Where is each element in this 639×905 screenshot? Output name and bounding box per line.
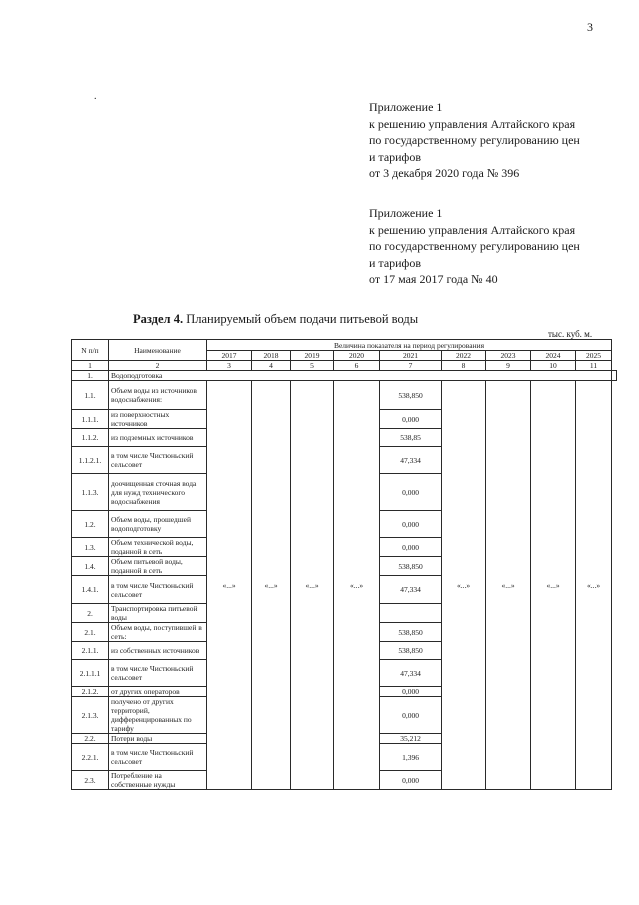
column-number: 11 bbox=[576, 361, 612, 371]
section-title bbox=[133, 312, 418, 327]
section-name: Планируемый объем подачи питьевой воды bbox=[186, 312, 419, 326]
header-num: N п/п bbox=[72, 340, 109, 361]
value-2021: 1,396 bbox=[380, 744, 442, 771]
value-2021: 0,000 bbox=[380, 771, 442, 790]
column-number: 8 bbox=[442, 361, 486, 371]
value-2021 bbox=[380, 604, 442, 623]
row-name: доочищенная сточная вода для нужд технического водоснабжения bbox=[109, 474, 207, 511]
year-header: 2024 bbox=[531, 351, 576, 361]
value-2021: 538,850 bbox=[380, 623, 442, 642]
year-header: 2023 bbox=[486, 351, 531, 361]
column-number: 9 bbox=[486, 361, 531, 371]
row-name: в том числе Чистюньский сельсовет bbox=[109, 744, 207, 771]
row-name: из собственных источников bbox=[109, 642, 207, 660]
row-name: из поверхностных источников bbox=[109, 410, 207, 429]
placeholder-cell: «...» bbox=[576, 381, 612, 790]
row-name: Потребление на собственные нужды bbox=[109, 771, 207, 790]
year-header: 2025 bbox=[576, 351, 612, 361]
appendix-line: и тарифов bbox=[369, 149, 422, 164]
row-name: Транспортировка питьевой воды bbox=[109, 604, 207, 623]
section-label: Раздел 4. bbox=[133, 312, 184, 326]
row-number: 2.1.1.1 bbox=[72, 660, 109, 687]
value-2021: 0,000 bbox=[380, 410, 442, 429]
row-name: Объем воды из источников водоснабжения: bbox=[109, 381, 207, 410]
row-number: 2. bbox=[72, 604, 109, 623]
row-number: 1.1.1. bbox=[72, 410, 109, 429]
column-number: 2 bbox=[109, 361, 207, 371]
header-name: Наименование bbox=[109, 340, 207, 361]
column-number: 5 bbox=[291, 361, 334, 371]
row-number: 1.2. bbox=[72, 511, 109, 538]
row-number: 2.2.1. bbox=[72, 744, 109, 771]
row-name: Объем технической воды, поданной в сеть bbox=[109, 538, 207, 557]
row-number: 1.4. bbox=[72, 557, 109, 576]
row-name: в том числе Чистюньский сельсовет bbox=[109, 576, 207, 604]
value-2021: 538,850 bbox=[380, 381, 442, 410]
column-number: 1 bbox=[72, 361, 109, 371]
row-number: 1.1.2.1. bbox=[72, 447, 109, 474]
value-2021: 538,850 bbox=[380, 557, 442, 576]
year-header: 2018 bbox=[252, 351, 291, 361]
year-header: 2022 bbox=[442, 351, 486, 361]
row-number: 1.4.1. bbox=[72, 576, 109, 604]
placeholder-cell: «...» bbox=[207, 381, 252, 790]
value-2021: 47,334 bbox=[380, 576, 442, 604]
row-number: 1.1.2. bbox=[72, 429, 109, 447]
header-period: Величина показателя на период регулирования bbox=[207, 340, 612, 351]
water-supply-table bbox=[71, 339, 617, 790]
value-2021: 0,000 bbox=[380, 697, 442, 734]
row-name: получено от других территорий, дифференцированных по тарифу bbox=[109, 697, 207, 734]
value-2021: 0,000 bbox=[380, 538, 442, 557]
table-body bbox=[72, 340, 617, 790]
row-number: 2.1.1. bbox=[72, 642, 109, 660]
column-number: 4 bbox=[252, 361, 291, 371]
value-2021: 0,000 bbox=[380, 474, 442, 511]
value-2021: 538,850 bbox=[380, 642, 442, 660]
empty-cell bbox=[612, 371, 617, 381]
placeholder-cell: «...» bbox=[252, 381, 291, 790]
row-name: из подземных источников bbox=[109, 429, 207, 447]
value-2021: 47,334 bbox=[380, 660, 442, 687]
value-2021: 0,000 bbox=[380, 687, 442, 697]
placeholder-cell: «...» bbox=[291, 381, 334, 790]
row-number: 2.3. bbox=[72, 771, 109, 790]
placeholder-cell: «...» bbox=[531, 381, 576, 790]
appendix-line: Приложение 1 bbox=[369, 206, 443, 220]
value-2021: 0,000 bbox=[380, 511, 442, 538]
column-number: 3 bbox=[207, 361, 252, 371]
appendix-line: к решению управления Алтайского края bbox=[369, 222, 576, 237]
row-number: 1.1.3. bbox=[72, 474, 109, 511]
placeholder-cell: «...» bbox=[334, 381, 380, 790]
row-name: Объем воды, поступившей в сеть: bbox=[109, 623, 207, 642]
units-label: тыс. куб. м. bbox=[548, 329, 593, 339]
page-number: 3 bbox=[587, 20, 593, 34]
placeholder-cell: «...» bbox=[486, 381, 531, 790]
value-2021: 538,85 bbox=[380, 429, 442, 447]
appendix-line: по государственному регулированию цен bbox=[369, 239, 580, 253]
row-name: Объем питьевой воды, поданной в сеть bbox=[109, 557, 207, 576]
placeholder-cell: «...» bbox=[442, 381, 486, 790]
appendix-line: от 3 декабря 2020 года № 396 bbox=[369, 166, 520, 180]
year-header: 2021 bbox=[380, 351, 442, 361]
row-name: Потери воды bbox=[109, 734, 207, 744]
row-number: 1.3. bbox=[72, 538, 109, 557]
appendix-previous bbox=[369, 205, 580, 288]
row-number: 2.1.3. bbox=[72, 697, 109, 734]
column-number: 6 bbox=[334, 361, 380, 371]
year-header: 2017 bbox=[207, 351, 252, 361]
value-2021: 35,212 bbox=[380, 734, 442, 744]
appendix-line: и тарифов bbox=[369, 255, 422, 270]
row-number: 2.1.2. bbox=[72, 687, 109, 697]
year-header: 2020 bbox=[334, 351, 380, 361]
row-number: 1. bbox=[72, 371, 109, 381]
column-number: 7 bbox=[380, 361, 442, 371]
row-number: 2.1. bbox=[72, 623, 109, 642]
row-name: от других операторов bbox=[109, 687, 207, 697]
row-name: в том числе Чистюньский сельсовет bbox=[109, 447, 207, 474]
row-name: в том числе Чистюньский сельсовет bbox=[109, 660, 207, 687]
appendix-line: по государственному регулированию цен bbox=[369, 133, 580, 147]
table-row bbox=[72, 371, 617, 381]
column-numbers-row bbox=[72, 361, 617, 371]
row-number: 2.2. bbox=[72, 734, 109, 744]
row-number: 1.1. bbox=[72, 381, 109, 410]
value-2021: 47,334 bbox=[380, 447, 442, 474]
column-number: 10 bbox=[531, 361, 576, 371]
row-name: Водоподготовка bbox=[109, 371, 612, 381]
stray-mark: . bbox=[94, 91, 97, 102]
appendix-line: к решению управления Алтайского края bbox=[369, 116, 576, 131]
appendix-line: Приложение 1 bbox=[369, 100, 443, 114]
year-header: 2019 bbox=[291, 351, 334, 361]
appendix-line: от 17 мая 2017 года № 40 bbox=[369, 272, 498, 286]
appendix-current bbox=[369, 99, 580, 182]
header-row bbox=[72, 340, 617, 351]
row-name: Объем воды, прошедшей водоподготовку bbox=[109, 511, 207, 538]
table-row bbox=[72, 381, 617, 410]
